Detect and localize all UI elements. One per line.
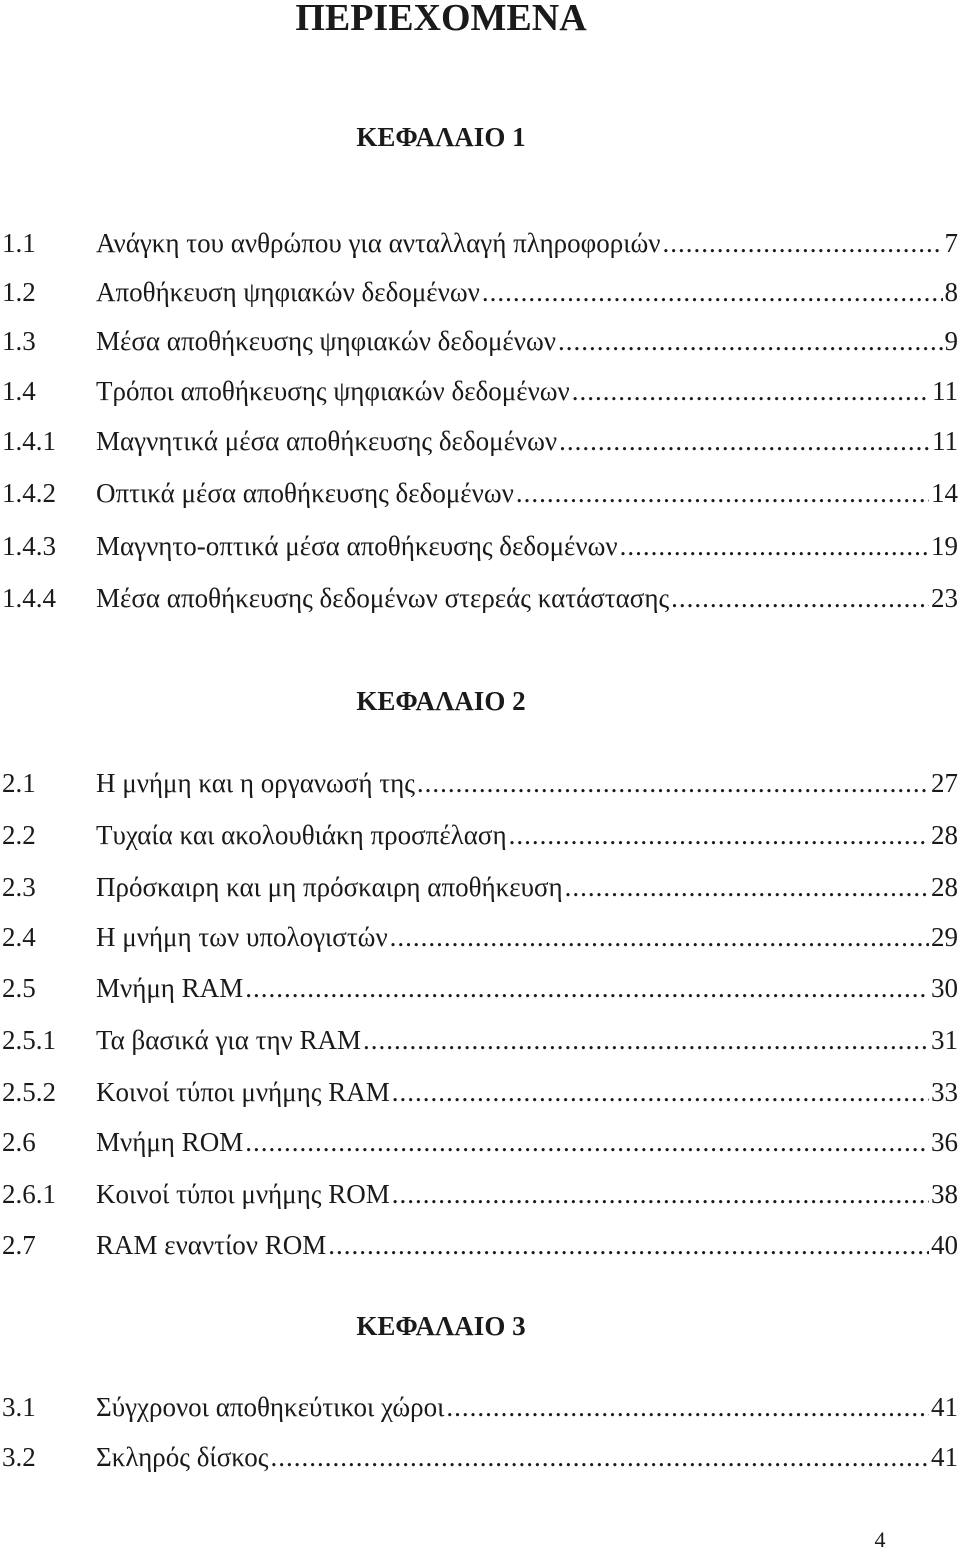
toc-entry-page: 8 [944,277,958,307]
toc-entry-number: 2.4 [2,922,36,952]
toc-entry-number: 1.4.3 [2,531,56,561]
dot-leader [392,1177,929,1211]
toc-entry[interactable] [0,374,960,408]
dot-leader [245,1125,929,1159]
toc-entry-page: 36 [931,1127,958,1157]
toc-entry[interactable] [0,1075,960,1109]
dot-leader [662,226,942,260]
toc-entry-page: 31 [931,1025,958,1055]
toc-entry-title: Ανάγκη του ανθρώπου για ανταλλαγή πληροφοριών [96,228,661,258]
toc-entry[interactable] [0,870,960,904]
dot-leader [482,275,943,309]
toc-entry-page: 19 [931,531,958,561]
toc-entry[interactable] [0,971,960,1005]
toc-entry-title: Μνήμη ROM [96,1127,244,1157]
toc-entry-number: 2.3 [2,872,36,902]
toc-entry-page: 7 [944,228,958,258]
dot-leader [559,424,930,458]
toc-entry-title: Μαγνητικά μέσα αποθήκευσης δεδομένων [96,426,558,456]
dot-leader [446,1390,929,1424]
toc-entry[interactable] [0,529,960,563]
toc-entry-title: Μαγνητο-οπτικά μέσα αποθήκευσης δεδομένων [96,531,618,561]
dot-leader [417,766,929,800]
toc-entry-number: 1.4.1 [2,426,56,456]
toc-entry-title: Κοινοί τύποι μνήμης RAM [96,1077,390,1107]
toc-entry[interactable] [0,1023,960,1057]
toc-entry-page: 27 [931,768,958,798]
toc-entry-page: 14 [931,478,958,508]
toc-entry-page: 41 [931,1442,958,1472]
toc-entry-page: 9 [944,326,958,356]
toc-entry-title: Τρόποι αποθήκευσης ψηφιακών δεδομένων [96,376,570,406]
toc-entry[interactable] [0,1390,960,1424]
toc-entry-title: Αποθήκευση ψηφιακών δεδομένων [96,277,480,307]
toc-entry-number: 1.2 [2,277,36,307]
toc-entry[interactable] [0,1177,960,1211]
chapter-heading-3: ΚΕΦΑΛΑΙΟ 3 [356,1311,526,1341]
dot-leader [558,324,943,358]
dot-leader [392,1075,929,1109]
dot-leader [516,476,929,510]
dot-leader [509,818,929,852]
toc-entry-page: 11 [932,426,958,456]
toc-entry[interactable] [0,766,960,800]
toc-entry-page: 11 [932,376,958,406]
toc-entry-page: 28 [931,872,958,902]
toc-entry[interactable] [0,324,960,358]
toc-entry-title: Σκληρός δίσκος [96,1442,269,1472]
toc-entry-number: 2.7 [2,1230,36,1260]
dot-leader [270,1440,929,1474]
toc-entry[interactable] [0,1125,960,1159]
toc-entry[interactable] [0,581,960,615]
dot-leader [245,971,929,1005]
toc-entry-page: 28 [931,820,958,850]
dot-leader [328,1228,929,1262]
toc-entry[interactable] [0,476,960,510]
toc-entry-title: Σύγχρονοι αποθηκεύτικοι χώροι [96,1392,445,1422]
toc-entry-page: 41 [931,1392,958,1422]
dot-leader [363,1023,929,1057]
toc-entry-number: 2.6.1 [2,1179,56,1209]
chapter-heading-1: ΚΕΦΑΛΑΙΟ 1 [356,122,526,152]
toc-entry[interactable] [0,818,960,852]
toc-entry-number: 1.4.2 [2,478,56,508]
toc-entry-title: Μνήμη RAM [96,973,244,1003]
dot-leader [671,581,929,615]
toc-entry-title: Μέσα αποθήκευσης δεδομένων στερεάς κατάστασης [96,583,670,613]
toc-entry-number: 1.1 [2,228,36,258]
toc-entry-number: 2.6 [2,1127,36,1157]
toc-entry[interactable] [0,920,960,954]
toc-entry-page: 33 [931,1077,958,1107]
toc-entry[interactable] [0,1440,960,1474]
toc-entry-page: 29 [931,922,958,952]
toc-entry-number: 2.1 [2,768,36,798]
dot-leader [390,920,929,954]
chapter-heading-2: ΚΕΦΑΛΑΙΟ 2 [356,686,526,716]
toc-entry-page: 30 [931,973,958,1003]
toc-entry-title: Τα βασικά για την RAM [96,1025,362,1055]
toc-entry[interactable] [0,1228,960,1262]
toc-entry-title: Οπτικά μέσα αποθήκευσης δεδομένων [96,478,514,508]
page-title: ΠΕΡΙΕΧΟΜΕΝΑ [295,0,587,39]
toc-entry-title: Η μνήμη των υπολογιστών [96,922,388,952]
toc-entry-number: 2.5.2 [2,1077,56,1107]
page-number: 4 [874,1527,886,1552]
dot-leader [620,529,929,563]
toc-entry-title: Η μνήμη και η οργανωσή της [96,768,415,798]
toc-entry-page: 40 [931,1230,958,1260]
toc-entry-number: 2.5.1 [2,1025,56,1055]
toc-entry-number: 3.1 [2,1392,36,1422]
toc-entry-number: 1.3 [2,326,36,356]
toc-entry-title: Τυχαία και ακολουθιάκη προσπέλαση [96,820,507,850]
toc-entry-number: 2.5 [2,973,36,1003]
dot-leader [572,374,930,408]
toc-entry[interactable] [0,424,960,458]
toc-entry-title: Μέσα αποθήκευσης ψηφιακών δεδομένων [96,326,556,356]
toc-entry-title: RAM εναντίον ROM [96,1230,327,1260]
toc-entry-number: 2.2 [2,820,36,850]
dot-leader [565,870,929,904]
toc-entry-page: 38 [931,1179,958,1209]
toc-entry-number: 1.4 [2,376,36,406]
toc-entry-page: 23 [931,583,958,613]
toc-entry-title: Κοινοί τύποι μνήμης ROM [96,1179,390,1209]
toc-entry[interactable] [0,275,960,309]
toc-entry[interactable] [0,226,960,260]
toc-entry-number: 3.2 [2,1442,36,1472]
toc-entry-title: Πρόσκαιρη και μη πρόσκαιρη αποθήκευση [96,872,563,902]
toc-entry-number: 1.4.4 [2,583,56,613]
